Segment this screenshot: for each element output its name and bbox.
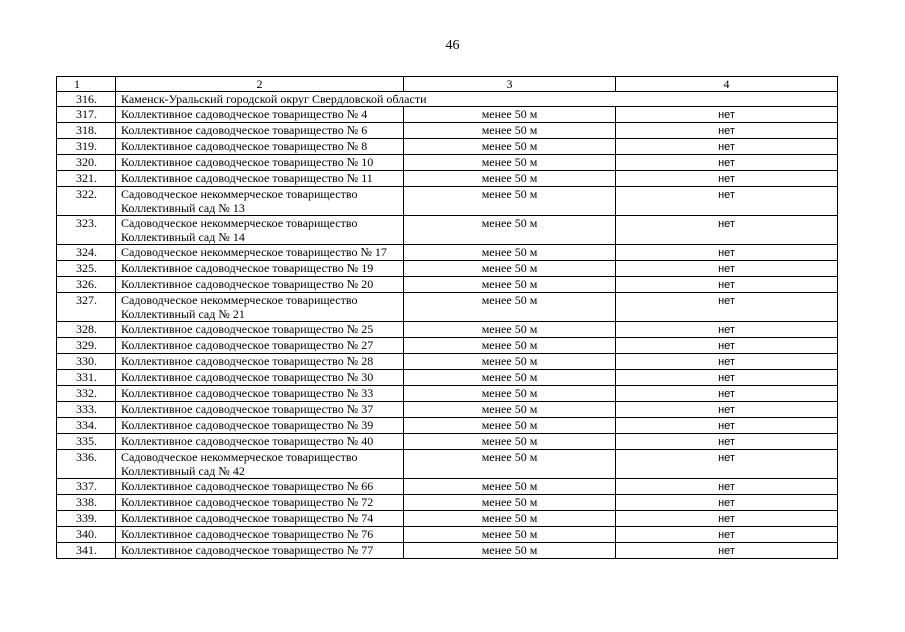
row-number: 318. [57, 123, 116, 139]
row-name: Садоводческое некоммерческое товарищество Коллективный сад № 42 [116, 450, 404, 479]
row-number: 339. [57, 511, 116, 527]
table-row [57, 139, 838, 155]
row-name: Коллективное садоводческое товарищество № 37 [116, 402, 404, 418]
row-number: 338. [57, 495, 116, 511]
row-number: 335. [57, 434, 116, 450]
row-name: Коллективное садоводческое товарищество № 19 [116, 261, 404, 277]
row-name: Коллективное садоводческое товарищество № 77 [116, 543, 404, 559]
table-row [57, 402, 838, 418]
table-row [57, 511, 838, 527]
row-distance: менее 50 м [404, 322, 616, 338]
row-distance: менее 50 м [404, 543, 616, 559]
row-name: Коллективное садоводческое товарищество № 72 [116, 495, 404, 511]
row-distance: менее 50 м [404, 107, 616, 123]
row-distance: менее 50 м [404, 479, 616, 495]
row-number: 328. [57, 322, 116, 338]
row-number: 316. [57, 92, 116, 107]
row-name: Коллективное садоводческое товарищество № 76 [116, 527, 404, 543]
section-title: Каменск-Уральский городской округ Свердловской области [116, 92, 838, 107]
row-distance: менее 50 м [404, 245, 616, 261]
table-row [57, 479, 838, 495]
table-row [57, 434, 838, 450]
row-distance: менее 50 м [404, 511, 616, 527]
table-row [57, 495, 838, 511]
row-distance: менее 50 м [404, 216, 616, 245]
row-distance: менее 50 м [404, 434, 616, 450]
table-row [57, 107, 838, 123]
row-distance: менее 50 м [404, 187, 616, 216]
row-distance: менее 50 м [404, 495, 616, 511]
page-number: 46 [445, 38, 460, 53]
row-number: 330. [57, 354, 116, 370]
row-value: нет [616, 511, 838, 527]
row-distance: менее 50 м [404, 402, 616, 418]
row-value: нет [616, 293, 838, 322]
row-value: нет [616, 155, 838, 171]
row-number: 332. [57, 386, 116, 402]
data-table [56, 76, 838, 559]
table-row [57, 370, 838, 386]
row-number: 324. [57, 245, 116, 261]
row-name: Коллективное садоводческое товарищество № 40 [116, 434, 404, 450]
row-distance: менее 50 м [404, 338, 616, 354]
table-body [57, 77, 838, 559]
row-name: Коллективное садоводческое товарищество № 28 [116, 354, 404, 370]
row-distance: менее 50 м [404, 293, 616, 322]
table-row [57, 171, 838, 187]
row-value: нет [616, 543, 838, 559]
row-name: Коллективное садоводческое товарищество № 27 [116, 338, 404, 354]
table-row [57, 245, 838, 261]
table-row [57, 527, 838, 543]
section-row [57, 92, 838, 107]
row-value: нет [616, 171, 838, 187]
row-value: нет [616, 450, 838, 479]
table-row [57, 418, 838, 434]
row-value: нет [616, 527, 838, 543]
row-value: нет [616, 338, 838, 354]
row-distance: менее 50 м [404, 139, 616, 155]
row-distance: менее 50 м [404, 370, 616, 386]
row-name: Коллективное садоводческое товарищество № 30 [116, 370, 404, 386]
row-name: Садоводческое некоммерческое товарищество Коллективный сад № 13 [116, 187, 404, 216]
row-number: 333. [57, 402, 116, 418]
table-row [57, 293, 838, 322]
row-number: 320. [57, 155, 116, 171]
row-name: Коллективное садоводческое товарищество № 8 [116, 139, 404, 155]
row-number: 325. [57, 261, 116, 277]
header-row [57, 77, 838, 92]
row-value: нет [616, 245, 838, 261]
row-name: Коллективное садоводческое товарищество № 20 [116, 277, 404, 293]
row-number: 322. [57, 187, 116, 216]
header-cell-1: 1 [57, 77, 116, 92]
row-number: 329. [57, 338, 116, 354]
row-name: Коллективное садоводческое товарищество № 74 [116, 511, 404, 527]
row-distance: менее 50 м [404, 277, 616, 293]
row-value: нет [616, 322, 838, 338]
row-number: 323. [57, 216, 116, 245]
row-value: нет [616, 261, 838, 277]
row-value: нет [616, 370, 838, 386]
row-number: 327. [57, 293, 116, 322]
table-row [57, 322, 838, 338]
table-row [57, 543, 838, 559]
table-row [57, 277, 838, 293]
row-distance: менее 50 м [404, 386, 616, 402]
row-name: Коллективное садоводческое товарищество № 4 [116, 107, 404, 123]
row-value: нет [616, 216, 838, 245]
row-distance: менее 50 м [404, 450, 616, 479]
row-name: Коллективное садоводческое товарищество № 66 [116, 479, 404, 495]
row-number: 326. [57, 277, 116, 293]
row-value: нет [616, 139, 838, 155]
row-number: 319. [57, 139, 116, 155]
row-name: Садоводческое некоммерческое товарищество Коллективный сад № 14 [116, 216, 404, 245]
row-name: Коллективное садоводческое товарищество № 6 [116, 123, 404, 139]
row-name: Садоводческое некоммерческое товарищество № 17 [116, 245, 404, 261]
row-distance: менее 50 м [404, 171, 616, 187]
table-row [57, 216, 838, 245]
table-row [57, 261, 838, 277]
header-cell-4: 4 [616, 77, 838, 92]
table-row [57, 123, 838, 139]
row-name: Садоводческое некоммерческое товарищество Коллективный сад № 21 [116, 293, 404, 322]
row-distance: менее 50 м [404, 123, 616, 139]
row-name: Коллективное садоводческое товарищество № 25 [116, 322, 404, 338]
row-value: нет [616, 277, 838, 293]
row-value: нет [616, 418, 838, 434]
row-distance: менее 50 м [404, 418, 616, 434]
row-value: нет [616, 187, 838, 216]
row-distance: менее 50 м [404, 527, 616, 543]
row-value: нет [616, 107, 838, 123]
row-value: нет [616, 123, 838, 139]
table-row [57, 354, 838, 370]
row-value: нет [616, 386, 838, 402]
row-number: 317. [57, 107, 116, 123]
row-value: нет [616, 354, 838, 370]
row-distance: менее 50 м [404, 354, 616, 370]
table-row [57, 386, 838, 402]
row-name: Коллективное садоводческое товарищество № 33 [116, 386, 404, 402]
row-value: нет [616, 479, 838, 495]
table-row [57, 155, 838, 171]
row-number: 336. [57, 450, 116, 479]
row-value: нет [616, 495, 838, 511]
row-distance: менее 50 м [404, 155, 616, 171]
table-row [57, 338, 838, 354]
row-number: 334. [57, 418, 116, 434]
table-row [57, 450, 838, 479]
header-cell-2: 2 [116, 77, 404, 92]
row-value: нет [616, 402, 838, 418]
row-value: нет [616, 434, 838, 450]
row-number: 337. [57, 479, 116, 495]
row-number: 321. [57, 171, 116, 187]
row-name: Коллективное садоводческое товарищество № 10 [116, 155, 404, 171]
row-number: 331. [57, 370, 116, 386]
row-name: Коллективное садоводческое товарищество № 11 [116, 171, 404, 187]
row-name: Коллективное садоводческое товарищество № 39 [116, 418, 404, 434]
row-distance: менее 50 м [404, 261, 616, 277]
table-row [57, 187, 838, 216]
row-number: 341. [57, 543, 116, 559]
row-number: 340. [57, 527, 116, 543]
header-cell-3: 3 [404, 77, 616, 92]
